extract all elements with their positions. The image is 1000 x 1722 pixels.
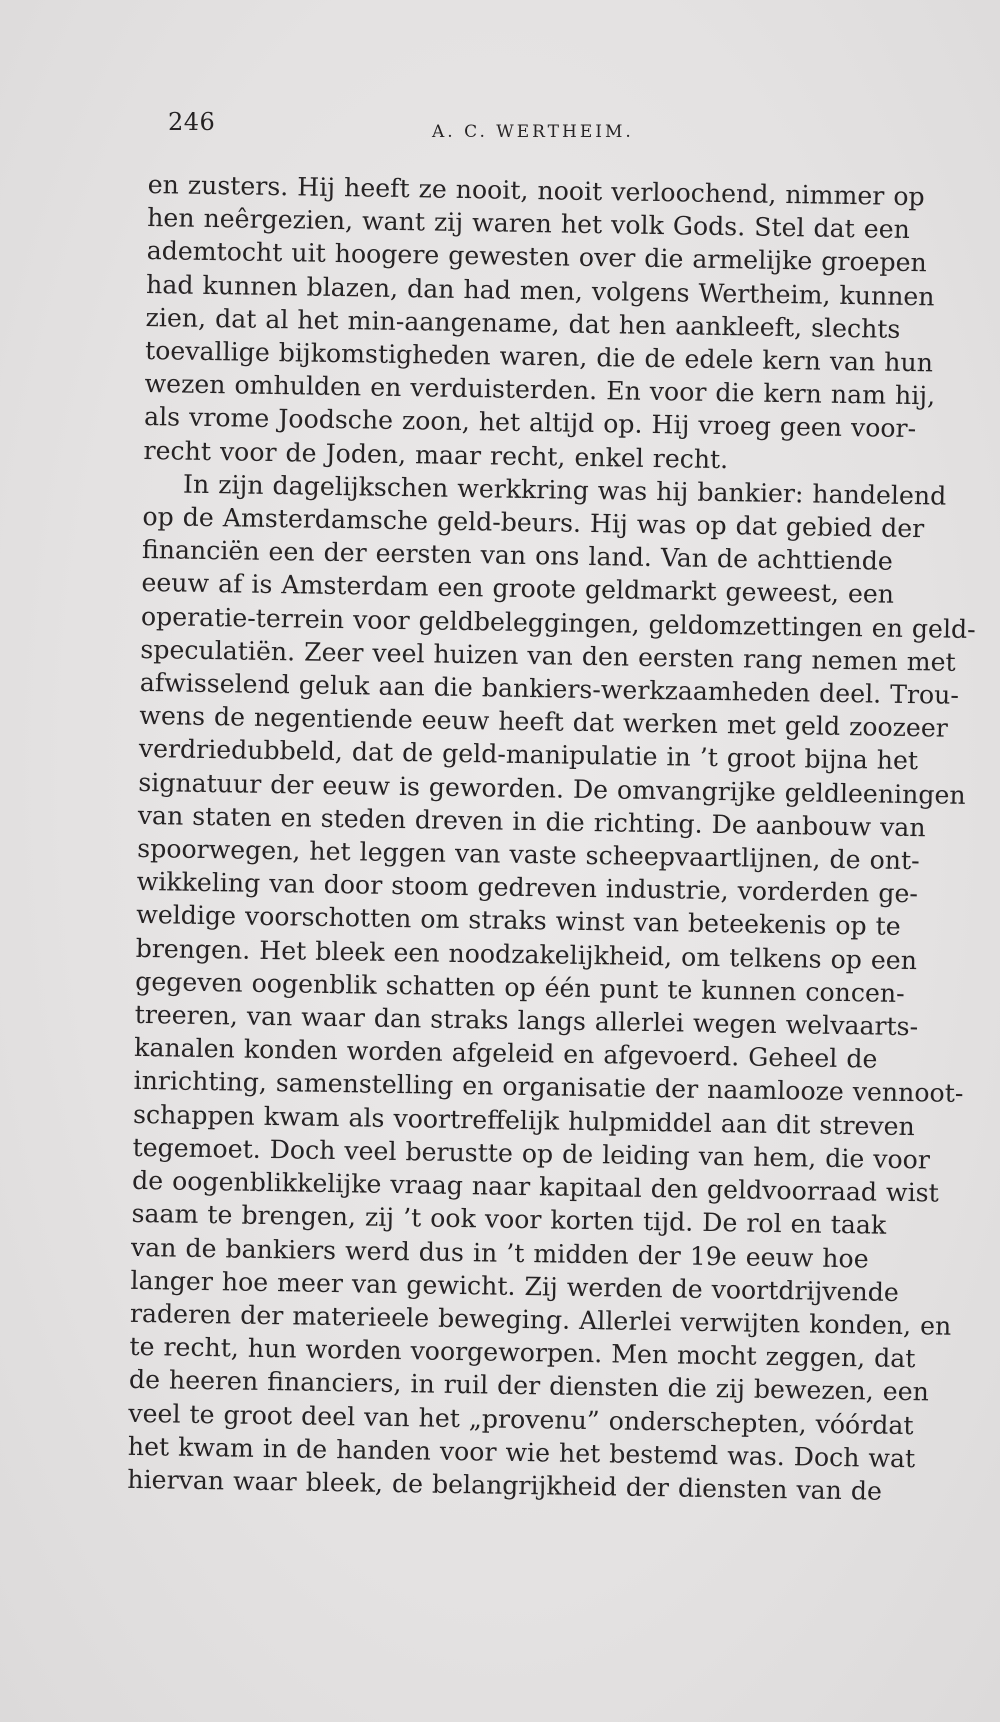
text-line: weldige voorschotten om straks winst van beteekenis op te bbox=[136, 900, 901, 942]
text-line: saam te brengen, zij ’t ook voor korten tijd. De rol en taak bbox=[131, 1199, 887, 1241]
text-line: eeuw af is Amsterdam een groote geldmarkt geweest, een bbox=[141, 568, 895, 610]
text-line: van de bankiers werd dus in ’t midden der 19e eeuw hoe bbox=[130, 1232, 869, 1273]
text-line: toevallige bijkomstigheden waren, die de edele kern van hun bbox=[144, 335, 934, 378]
text-line: als vrome Joodsche zoon, het altijd op. Hij vroeg geen voor- bbox=[143, 402, 917, 444]
text-line: hiervan waar bleek, de belangrijkheid der diensten van de bbox=[127, 1464, 883, 1506]
text-line: het kwam in de handen voor wie het bestemd was. Doch wat bbox=[127, 1431, 916, 1473]
text-line: veel te groot deel van het „provenu” onderschepten, vóórdat bbox=[128, 1398, 914, 1440]
text-line: ademtocht uit hoogere gewesten over die armelijke groepen bbox=[146, 236, 927, 278]
text-line: wezen omhulden en verduisterden. En voor die kern nam hij, bbox=[144, 369, 936, 411]
text-line: te recht, hun worden voorgeworpen. Men mocht zeggen, dat bbox=[129, 1331, 916, 1374]
text-line: gegeven oogenblik schatten op één punt te kunnen concen- bbox=[134, 966, 905, 1008]
text-line: de oogenblikkelijke vraag naar kapitaal den geldvoorraad wist bbox=[131, 1165, 939, 1208]
page-header bbox=[168, 108, 868, 148]
text-line: financiën een der eersten van ons land. Van de achttiende bbox=[141, 535, 894, 576]
text-line: recht voor de Joden, maar recht, enkel recht. bbox=[143, 435, 729, 474]
text-line: treeren, van waar dan straks langs allerlei wegen welvaarts- bbox=[134, 999, 919, 1042]
body-text bbox=[127, 168, 976, 1507]
text-line: had kunnen blazen, dan had men, volgens Wertheim, kunnen bbox=[145, 269, 935, 311]
text-line: op de Amsterdamsche geld-beurs. Hij was op dat gebied der bbox=[142, 501, 925, 544]
text-line: van staten en steden dreven in die richting. De aanbouw van bbox=[137, 800, 926, 843]
text-line: langer hoe meer van gewicht. Zij werden de voortdrijvende bbox=[130, 1265, 899, 1307]
text-line: tegemoet. Doch veel berustte op de leiding van hem, die voor bbox=[132, 1132, 931, 1175]
text-line: inrichting, samenstelling en organisatie der naamlooze vennoot- bbox=[133, 1066, 964, 1109]
text-line: de heeren financiers, in ruil der diensten die zij bewezen, een bbox=[128, 1365, 930, 1407]
text-line: raderen der materieele beweging. Allerlei verwijten konden, en bbox=[129, 1298, 952, 1341]
text-line: verdriedubbeld, dat de geld-manipulatie in ’t groot bijna het bbox=[138, 734, 919, 776]
text-line: wikkeling van door stoom gedreven industrie, vorderden ge- bbox=[136, 867, 919, 909]
text-line: afwisselend geluk aan die bankiers-werkzaamheden deel. Trou- bbox=[139, 667, 960, 710]
text-line: en zusters. Hij heeft ze nooit, nooit verloochend, nimmer op bbox=[147, 169, 925, 212]
text-line: zien, dat al het min-aangename, dat hen aankleeft, slechts bbox=[145, 302, 901, 344]
running-head: A. C. WERTHEIM. bbox=[432, 122, 634, 142]
text-line: wens de negentiende eeuw heeft dat werken met geld zoozeer bbox=[139, 701, 949, 743]
page-number: 246 bbox=[168, 108, 216, 136]
text-line: signatuur der eeuw is geworden. De omvangrijke geldleeningen bbox=[138, 767, 966, 810]
text-line: speculatiën. Zeer veel huizen van den eersten rang nemen met bbox=[140, 634, 956, 677]
text-line: schappen kwam als voortreffelijk hulpmiddel aan dit streven bbox=[132, 1099, 916, 1141]
text-line: hen neêrgezien, want zij waren het volk Gods. Stel dat een bbox=[146, 203, 911, 245]
paragraph-start-line: In zijn dagelijkschen werkkring was hij bankier: handelend bbox=[182, 469, 947, 511]
text-line: spoorwegen, het leggen van vaste scheepvaartlijnen, de ont- bbox=[137, 833, 920, 876]
text-line: operatie-terrein voor geldbeleggingen, geldomzettingen en geld- bbox=[140, 601, 976, 644]
text-line: brengen. Het bleek een noodzakelijkheid, om telkens op een bbox=[135, 933, 918, 975]
text-line: kanalen konden worden afgeleid en afgevoerd. Geheel de bbox=[133, 1033, 878, 1074]
